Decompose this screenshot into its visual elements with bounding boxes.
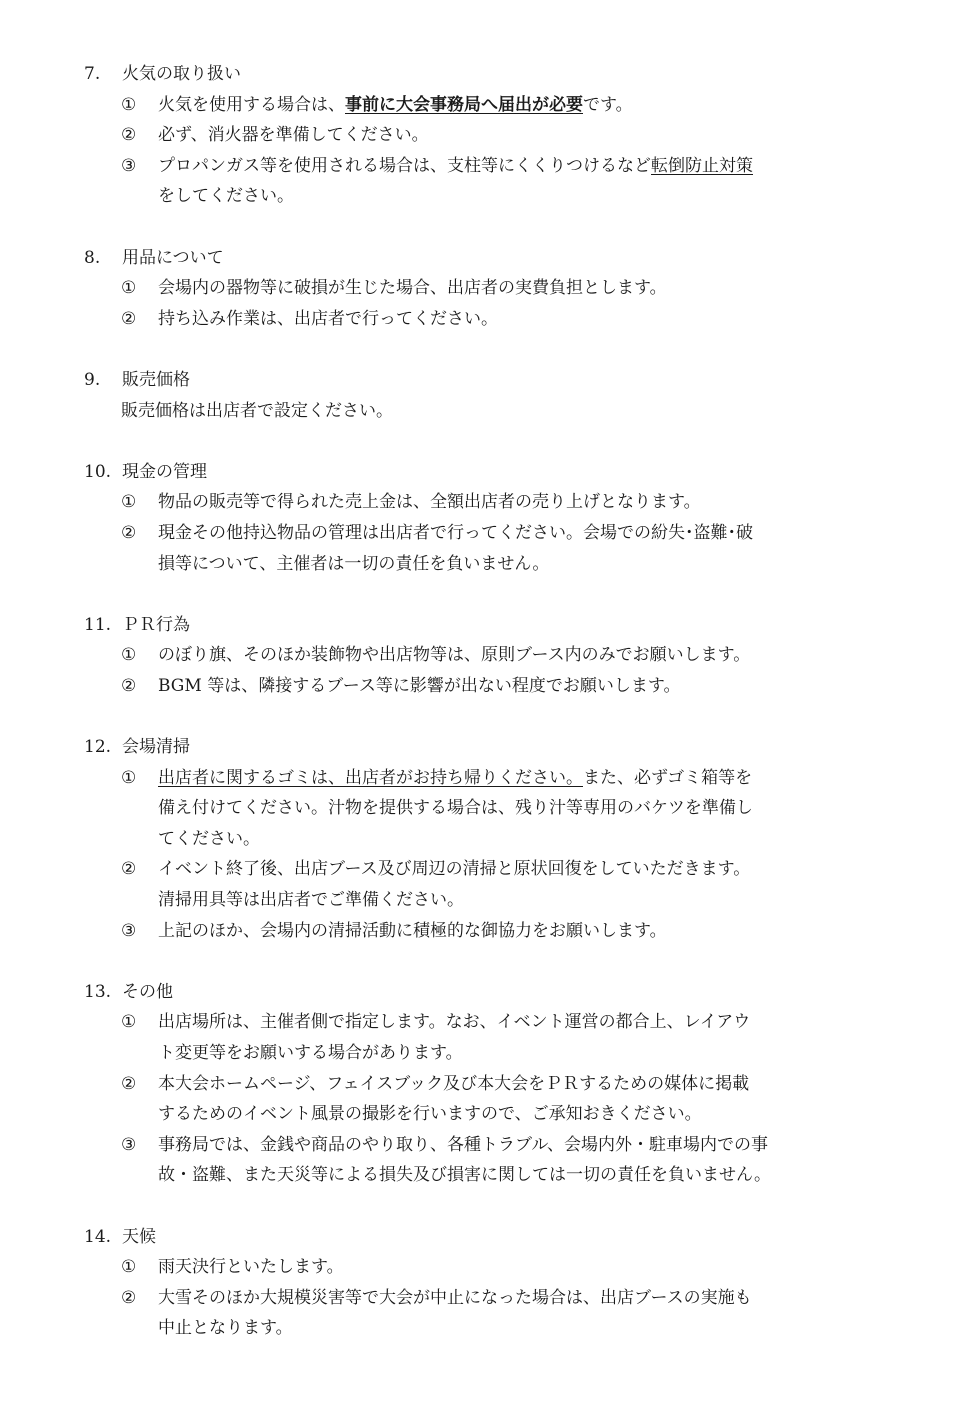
text-segment: ト変更等をお願いする場合があります。 <box>158 1043 463 1063</box>
text-segment: 現金その他持込物品の管理は出店者で行ってください。会場での紛失･盗難･破 <box>158 522 753 543</box>
section-heading <box>0 365 954 396</box>
section-heading <box>0 457 954 488</box>
list-item <box>0 1130 831 1191</box>
section-6 <box>0 977 954 1191</box>
section-title: ＰＲ行為 <box>122 614 190 635</box>
item-text <box>158 518 831 579</box>
section-title: 会場清掃 <box>122 737 190 758</box>
list-item <box>0 671 831 702</box>
section-number: 8. <box>84 247 101 268</box>
item-text <box>158 854 831 915</box>
section-number: 9. <box>84 369 101 390</box>
text-segment: プロパンガス等を使用される場合は、支柱等にくくりつけるなど <box>158 155 651 176</box>
text-segment: 事務局では、金銭や商品のやり取り、各種トラブル、会場内外・駐車場内での事 <box>158 1134 768 1155</box>
section-spacer <box>0 946 954 977</box>
text-segment: 中止となります。 <box>158 1318 293 1339</box>
list-item <box>0 1252 831 1283</box>
section-4 <box>0 610 954 702</box>
item-line <box>158 1007 831 1038</box>
item-text <box>158 1130 831 1191</box>
item-text <box>158 763 831 855</box>
item-text <box>158 1252 831 1283</box>
item-line <box>158 1099 831 1130</box>
item-line <box>158 916 831 947</box>
item-marker: ② <box>121 675 137 696</box>
section-spacer <box>0 1191 954 1222</box>
text-segment: をしてください。 <box>158 186 294 207</box>
section-heading <box>0 243 954 274</box>
list-item <box>0 90 831 121</box>
item-marker: ① <box>121 767 137 788</box>
text-segment: 火気を使用する場合は、 <box>158 94 345 115</box>
text-segment: 物品の販売等で得られた売上金は、全額出店者の売り上げとなります。 <box>158 492 701 513</box>
section-heading <box>0 1222 954 1253</box>
text-segment: 上記のほか、会場内の清掃活動に積極的な御協力をお願いします。 <box>158 920 667 941</box>
text-segment: 出店場所は、主催者側で指定します。なお、イベント運営の都合上、レイアウ <box>158 1012 751 1033</box>
section-heading <box>0 610 954 641</box>
item-text <box>158 1069 831 1130</box>
list-item <box>0 1007 831 1068</box>
item-marker: ② <box>121 1073 137 1094</box>
item-line <box>158 671 831 702</box>
item-text <box>158 487 831 518</box>
text-segment: てください。 <box>158 828 260 849</box>
item-marker: ① <box>121 492 137 513</box>
section-number: 11. <box>84 614 112 635</box>
item-line <box>158 549 831 580</box>
text-segment: イベント終了後、出店ブース及び周辺の清掃と原状回復をしていただきます。 <box>158 859 751 880</box>
item-line <box>158 885 831 916</box>
section-5 <box>0 732 954 946</box>
text-segment: 会場内の器物等に破損が生じた場合、出店者の実費負担とします。 <box>158 278 667 299</box>
list-item <box>0 1283 831 1344</box>
section-0 <box>0 59 954 212</box>
item-line <box>158 487 831 518</box>
underlined-text: 事前に大会事務局へ届出が必要 <box>345 94 583 115</box>
item-line <box>158 824 831 855</box>
section-heading <box>0 977 954 1008</box>
list-item <box>0 151 831 212</box>
section-title: 販売価格 <box>122 369 190 390</box>
list-item <box>0 273 831 304</box>
item-text <box>158 304 831 335</box>
section-spacer <box>0 579 954 610</box>
text-segment: のぼり旗、そのほか装飾物や出店物等は、原則ブース内のみでお願いします。 <box>158 645 751 666</box>
underlined-text: 出店者に関するゴミは、出店者がお持ち帰りください。 <box>158 767 583 788</box>
item-line <box>158 304 831 335</box>
item-marker: ② <box>121 522 137 543</box>
item-text <box>158 120 831 151</box>
item-line <box>158 273 831 304</box>
section-spacer <box>0 212 954 243</box>
item-line <box>158 1069 831 1100</box>
text-segment: 本大会ホームページ、フェイスブック及び本大会をＰＲするための媒体に掲載 <box>158 1073 750 1094</box>
item-line <box>158 854 831 885</box>
list-item <box>0 304 831 335</box>
list-item <box>0 1069 831 1130</box>
item-line <box>158 1130 831 1161</box>
item-line <box>158 518 831 549</box>
list-item <box>0 120 831 151</box>
section-heading <box>0 732 954 763</box>
item-marker: ③ <box>121 155 137 176</box>
underlined-text: 転倒防止対策 <box>651 155 753 176</box>
item-marker: ① <box>121 645 137 666</box>
text-segment: 備え付けてください。汁物を提供する場合は、残り汁等専用のバケツを準備し <box>158 798 753 819</box>
text-segment: 清掃用具等は出店者でご準備ください。 <box>158 890 464 911</box>
section-title: 天候 <box>122 1226 156 1247</box>
item-text <box>158 640 831 671</box>
section-title: 現金の管理 <box>122 461 207 482</box>
section-number: 12. <box>84 737 112 758</box>
item-marker: ② <box>121 1287 137 1308</box>
item-line <box>158 1252 831 1283</box>
item-text <box>158 1283 831 1344</box>
section-spacer <box>0 426 954 457</box>
section-title: 火気の取り扱い <box>122 64 241 84</box>
section-number: 7. <box>84 64 101 84</box>
document-body <box>0 59 954 1344</box>
text-segment: 雨天決行といたします。 <box>158 1257 344 1278</box>
item-text <box>158 916 831 947</box>
item-line <box>158 120 831 151</box>
list-item <box>0 854 831 915</box>
text-segment: 損等について、主催者は一切の責任を負いません。 <box>158 553 550 574</box>
text-segment: 必ず、消火器を準備してください。 <box>158 125 429 146</box>
item-line <box>158 640 831 671</box>
item-marker: ① <box>121 1012 137 1033</box>
section-heading <box>0 59 954 90</box>
text-segment: です。 <box>583 94 633 115</box>
item-line <box>158 90 831 121</box>
text-segment: BGM 等は、隣接するブース等に影響が出ない程度でお願いします。 <box>158 675 681 696</box>
text-segment: 故・盗難、また天災等による損失及び損害に関しては一切の責任を負いません。 <box>158 1165 772 1186</box>
section-spacer <box>0 701 954 732</box>
item-text <box>158 151 831 212</box>
section-7 <box>0 1222 954 1344</box>
list-item <box>0 640 831 671</box>
section-3 <box>0 457 954 579</box>
section-spacer <box>0 334 954 365</box>
list-item <box>0 916 831 947</box>
item-marker: ① <box>121 278 137 299</box>
item-marker: ① <box>121 94 137 115</box>
item-line <box>158 1160 831 1191</box>
section-title: その他 <box>122 981 173 1002</box>
text-segment: また、必ずゴミ箱等を <box>583 767 753 788</box>
section-1 <box>0 243 954 335</box>
list-item <box>0 763 831 855</box>
item-line <box>158 793 831 824</box>
section-number: 14. <box>84 1226 112 1247</box>
item-marker: ② <box>121 125 137 146</box>
item-line <box>158 1283 831 1314</box>
item-text <box>158 273 831 304</box>
section-title: 用品について <box>122 247 224 268</box>
item-text <box>158 671 831 702</box>
section-text: 販売価格は出店者で設定ください。 <box>121 400 393 421</box>
text-segment: するためのイベント風景の撮影を行いますので、ご承知おきください。 <box>158 1104 702 1125</box>
text-segment: 持ち込み作業は、出店者で行ってください。 <box>158 308 498 329</box>
list-item <box>0 487 831 518</box>
item-marker: ③ <box>121 920 137 941</box>
section-2 <box>0 365 954 426</box>
text-segment: 大雪そのほか大規模災害等で大会が中止になった場合は、出店ブースの実施も <box>158 1287 752 1308</box>
item-marker: ① <box>121 1257 137 1278</box>
item-marker: ③ <box>121 1134 137 1155</box>
item-marker: ② <box>121 859 137 880</box>
item-text <box>158 1007 831 1068</box>
item-line <box>158 181 831 212</box>
item-line <box>158 1038 831 1069</box>
section-number: 10. <box>84 461 112 482</box>
item-text <box>158 90 831 121</box>
item-line <box>158 151 831 182</box>
item-marker: ② <box>121 308 137 329</box>
section-number: 13. <box>84 981 112 1002</box>
item-line <box>158 763 831 794</box>
list-item <box>0 518 831 579</box>
item-line <box>158 1313 831 1344</box>
